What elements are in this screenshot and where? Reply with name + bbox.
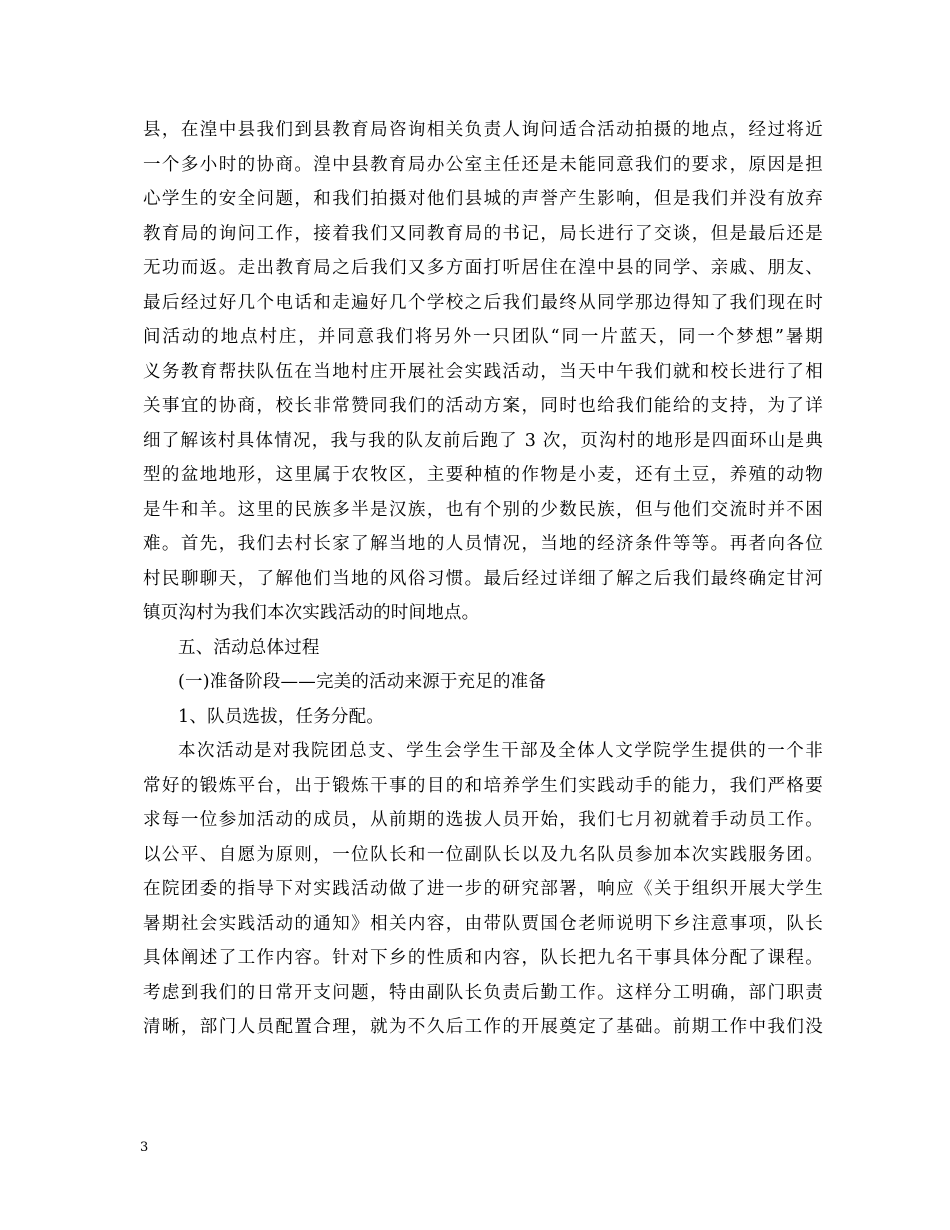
document-body: [143, 113, 823, 1045]
paragraph-2-line: 以公平、自愿为原则，一位队长和一位副队长以及九名队员参加本次实践服务团。: [143, 844, 823, 865]
paragraph-2-line: 具体阐述了工作内容。针对下乡的性质和内容，队长把九名干事具体分配了课程。: [143, 948, 823, 968]
paragraph-1-line: 一个多小时的协商。湟中县教育局办公室主任还是未能同意我们的要求，原因是担: [143, 154, 823, 175]
paragraph-1-line: 关事宜的协商，校长非常赞同我们的活动方案，同时也给我们能给的支持，为了详: [143, 396, 823, 416]
paragraph-2-line: 暑期社会实践活动的通知》相关内容，由带队贾国仓老师说明下乡注意事项，队长: [143, 913, 823, 934]
section-heading: 五、活动总体过程: [178, 637, 320, 658]
subsection-heading: (一)准备阶段——完美的活动来源于充足的准备: [178, 672, 547, 692]
paragraph-1-line: 镇页沟村为我们本次实践活动的时间地点。: [143, 603, 480, 623]
item-heading: 1、队员选拔，任务分配。: [178, 706, 385, 727]
paragraph-1-line: 难。首先，我们去村长家了解当地的人员情况，当地的经济条件等等。再者向各位: [143, 534, 823, 554]
paragraph-2-line: 常好的锻炼平台，出于锻炼干事的目的和培养学生们实践动手的能力，我们严格要: [143, 775, 823, 796]
paragraph-2-line: 考虑到我们的日常开支问题，特由副队长负责后勤工作。这样分工明确，部门职责: [143, 982, 823, 1003]
paragraph-1-line: 是牛和羊。这里的民族多半是汉族，也有个别的少数民族，但与他们交流时并不困: [143, 499, 823, 520]
paragraph-2-line: 清晰，部门人员配置合理，就为不久后工作的开展奠定了基础。前期工作中我们没: [143, 1017, 823, 1037]
paragraph-2-line: 求每一位参加活动的成员，从前期的选拔人员开始，我们七月初就着手动员工作。: [143, 810, 823, 830]
paragraph-1-line: 间活动的地点村庄，并同意我们将另外一只团队“同一片蓝天，同一个梦想”暑期: [143, 327, 823, 347]
paragraph-1-line: 细了解该村具体情况，我与我的队友前后跑了 3 次，页沟村的地形是四面环山是典: [143, 430, 823, 451]
paragraph-2-line: 本次活动是对我院团总支、学生会学生干部及全体人文学院学生提供的一个非: [178, 741, 823, 761]
paragraph-1-line: 村民聊聊天，了解他们当地的风俗习惯。最后经过详细了解之后我们最终确定甘河: [143, 568, 823, 589]
paragraph-1-line: 型的盆地地形，这里属于农牧区，主要种植的作物是小麦，还有土豆，养殖的动物: [143, 465, 823, 485]
paragraph-1-line: 无功而返。走出教育局之后我们又多方面打听居住在湟中县的同学、亲戚、朋友、: [143, 258, 823, 278]
page-number: 3: [140, 1140, 149, 1155]
paragraph-1-line: 最后经过好几个电话和走遍好几个学校之后我们最终从同学那边得知了我们现在时: [143, 292, 823, 313]
paragraph-1-line: 教育局的询问工作，接着我们又同教育局的书记，局长进行了交谈，但是最后还是: [143, 223, 823, 244]
paragraph-1-line: 心学生的安全问题，和我们拍摄对他们县城的声誉产生影响，但是我们并没有放弃: [143, 189, 823, 209]
paragraph-1-line: 义务教育帮扶队伍在当地村庄开展社会实践活动，当天中午我们就和校长进行了相: [143, 361, 823, 382]
paragraph-2-line: 在院团委的指导下对实践活动做了进一步的研究部署，响应《关于组织开展大学生: [143, 879, 823, 899]
paragraph-1-line: 县，在湟中县我们到县教育局咨询相关负责人询问适合活动拍摄的地点，经过将近: [143, 120, 823, 140]
